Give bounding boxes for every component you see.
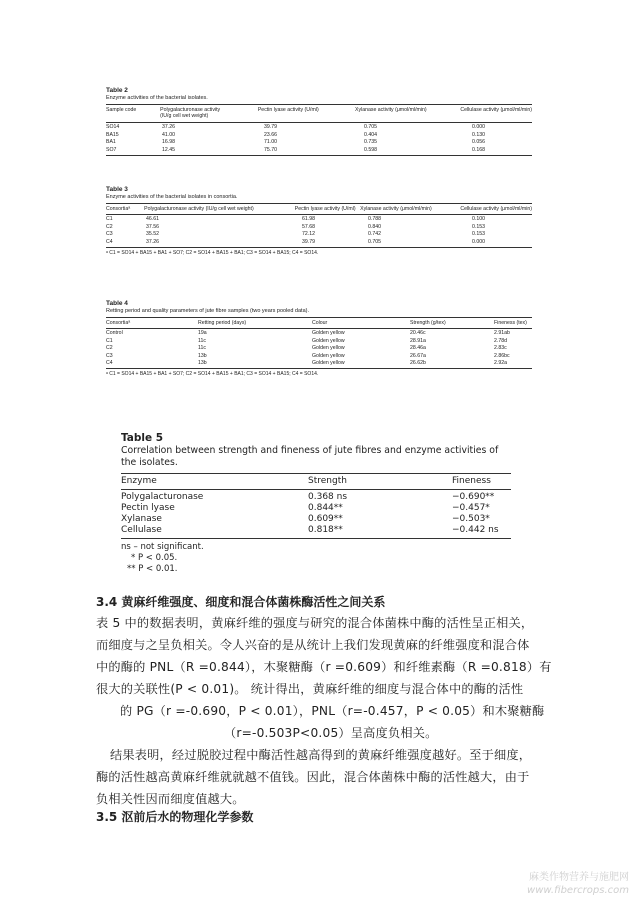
table-3-title: Table 3 <box>106 186 128 193</box>
table-cell: 28.91a <box>410 337 426 344</box>
table-cell: 0.130 <box>472 131 485 138</box>
table-cell: 0.100 <box>472 216 485 223</box>
table-4 <box>106 300 532 378</box>
table-rule <box>106 104 532 105</box>
table-3 <box>106 186 532 257</box>
table-2 <box>106 87 532 156</box>
table-cell: C4 <box>106 359 113 366</box>
column-header: Fineness (tex) <box>494 320 527 326</box>
table-cell: 37.56 <box>146 223 159 230</box>
table-cell: Golden yellow <box>312 352 345 359</box>
table-5-note-p05: * P < 0.05. <box>131 553 178 563</box>
table-cell: −0.690** <box>452 492 495 502</box>
watermark-line1: 麻类作物营养与施肥网 <box>529 872 629 883</box>
table-cell: 37.26 <box>146 238 159 245</box>
table-cell: C2 <box>106 345 113 352</box>
table-cell: 72.12 <box>302 231 315 238</box>
table-cell: 2.83c <box>494 345 507 352</box>
table-cell: 0.742 <box>368 231 381 238</box>
table-cell: 46.61 <box>146 216 159 223</box>
column-header: Enzyme <box>121 476 157 486</box>
table-cell: 0.000 <box>472 124 485 131</box>
table-cell: 11c <box>198 337 206 344</box>
paragraph-line: 表 5 中的数据表明，黄麻纤维的强度与研究的混合体菌株中酶的活性呈正相关， <box>96 616 534 630</box>
table-cell: BA1 <box>106 139 116 146</box>
table-rule <box>106 328 532 329</box>
table-cell: 23.66 <box>264 131 277 138</box>
column-header: Polygalacturonase activity (IU/g cell wet weight) <box>160 107 221 120</box>
table-rule <box>106 317 532 318</box>
table-4-footnote: ᵃ C1 = SO14 + BA15 + BA1 + SO7; C2 = SO14 + BA15 + BA1; C3 = SO14 + BA15; C4 = SO14. <box>106 371 319 378</box>
column-header: Pectin lyase activity (U/ml) <box>294 206 356 212</box>
table-cell: 0.844** <box>308 503 343 513</box>
table-rule <box>106 368 532 369</box>
table-cell: 12.45 <box>162 146 175 153</box>
table-cell: 26.67a <box>410 352 426 359</box>
table-cell: Golden yellow <box>312 337 345 344</box>
table-2-caption: Enzyme activities of the bacterial isolates. <box>106 95 208 101</box>
section-3-5-heading: 3.5 沤前后水的物理化学参数 <box>96 810 254 824</box>
table-header-row <box>106 107 532 119</box>
table-cell: 0.168 <box>472 146 485 153</box>
paragraph-line: 而细度与之呈负相关。令人兴奋的是从统计上我们发现黄麻的纤维强度和混合体 <box>96 638 530 652</box>
table-cell: 0.840 <box>368 223 381 230</box>
paragraph-line: 很大的关联性(P < 0.01)。 统计得出，黄麻纤维的细度与混合体中的酶的活性 <box>96 682 524 696</box>
column-header: Pectin lyase activity (U/ml) <box>257 107 319 113</box>
column-header: Consortiaᵃ <box>106 320 131 326</box>
watermark <box>527 871 629 897</box>
table-row <box>106 216 532 223</box>
table-cell: 28.46a <box>410 345 426 352</box>
table-row <box>106 353 532 360</box>
table-3-body <box>106 216 532 246</box>
table-row <box>121 514 511 525</box>
table-cell: 75.70 <box>264 146 277 153</box>
table-4-body <box>106 330 532 367</box>
table-row <box>106 231 532 238</box>
table-cell: C1 <box>106 216 113 223</box>
table-cell: Xylanase <box>121 514 162 524</box>
table-cell: BA15 <box>106 131 119 138</box>
column-header: Sample code <box>106 107 137 113</box>
table-cell: 0.735 <box>364 139 377 146</box>
table-5-caption-line2: the isolates. <box>121 457 178 468</box>
table-cell: 11c <box>198 345 206 352</box>
table-cell: 13b <box>198 359 207 366</box>
table-cell: 39.79 <box>264 124 277 131</box>
table-row <box>106 224 532 231</box>
paragraph-line: 中的酶的 PNL（R =0.844），木聚糖酶（r =0.609）和纤维素酶（R =0.818）有 <box>96 660 552 674</box>
table-cell: 71.00 <box>264 139 277 146</box>
column-header: Retting period (days) <box>198 320 247 326</box>
table-cell: 19a <box>198 330 207 337</box>
table-cell: 0.705 <box>364 124 377 131</box>
table-cell: −0.442 ns <box>452 525 499 535</box>
column-header: Consortiaᵃ <box>106 206 131 212</box>
table-4-caption: Retting period and quality parameters of jute fibre samples (two years pooled data). <box>106 308 309 314</box>
table-5-note-ns: ns – not significant. <box>121 542 204 552</box>
table-cell: Golden yellow <box>312 359 345 366</box>
column-header: Cellulase activity (μmol/ml/min) <box>460 107 532 113</box>
table-cell: 61.98 <box>302 216 315 223</box>
table-row <box>106 345 532 352</box>
table-rule <box>121 473 511 474</box>
table-3-footnote: ᵃ C1 = SO14 + BA15 + BA1 + SO7; C2 = SO14 + BA15 + BA1; C3 = SO14 + BA15; C4 = SO14. <box>106 249 319 256</box>
table-cell: 0.368 ns <box>308 492 348 502</box>
column-header: Xylanase activity (μmol/ml/min) <box>355 107 427 113</box>
table-5-title: Table 5 <box>121 432 164 444</box>
table-cell: 26.62b <box>410 359 426 366</box>
paragraph-line: （r=-0.503P<0.05）呈高度负相关。 <box>224 726 438 740</box>
table-cell: 13b <box>198 352 207 359</box>
table-5-header <box>121 476 511 487</box>
table-cell: 2.91ab <box>494 330 510 337</box>
table-row <box>121 492 511 503</box>
table-cell: SO7 <box>106 146 117 153</box>
table-cell: 0.153 <box>472 223 485 230</box>
watermark-line2: www.fibercrops.com <box>527 885 629 896</box>
table-rule <box>106 203 532 204</box>
table-row <box>106 147 532 154</box>
table-4-title: Table 4 <box>106 300 128 307</box>
table-row <box>121 525 511 536</box>
table-5-body <box>121 492 511 536</box>
table-cell: 2.78d <box>494 337 507 344</box>
table-cell: 2.92a <box>494 359 507 366</box>
table-2-body <box>106 124 532 154</box>
table-cell: Golden yellow <box>312 345 345 352</box>
table-row <box>106 360 532 367</box>
table-header-row <box>106 206 532 213</box>
table-row <box>106 139 532 146</box>
table-row <box>106 132 532 139</box>
table-header-row <box>121 476 511 487</box>
table-rule <box>106 214 532 215</box>
table-cell: 39.79 <box>302 238 315 245</box>
table-cell: Polygalacturonase <box>121 492 204 502</box>
table-row <box>106 330 532 337</box>
table-4-grid <box>106 320 532 327</box>
section-3-4-heading: 3.4 黄麻纤维强度、细度和混合体菌株酶活性之间关系 <box>96 595 386 609</box>
column-header: Strength (g/tex) <box>410 320 446 326</box>
table-cell: 0.404 <box>364 131 377 138</box>
table-3-caption: Enzyme activities of the bacterial isolates in consortia. <box>106 194 238 200</box>
column-header: Strength <box>308 476 347 486</box>
table-header-row <box>106 320 532 327</box>
column-header: Colour <box>312 320 328 326</box>
table-cell: 2.86bc <box>494 352 510 359</box>
column-header: Fineness <box>452 476 491 486</box>
table-cell: Cellulase <box>121 525 162 535</box>
table-cell: C1 <box>106 337 113 344</box>
table-cell: C4 <box>106 238 113 245</box>
column-header: Xylanase activity (μmol/ml/min) <box>360 206 432 212</box>
table-2-grid <box>106 107 532 119</box>
table-rule <box>121 489 511 490</box>
table-5-caption-line1: Correlation between strength and fineness of jute fibres and enzyme activities of <box>121 445 499 456</box>
table-cell: Control <box>106 330 123 337</box>
paragraph-line: 负相关性因而细度值越大。 <box>96 792 245 806</box>
table-cell: SO14 <box>106 124 120 131</box>
table-cell: 0.000 <box>472 238 485 245</box>
table-cell: 20.46c <box>410 330 426 337</box>
table-rule <box>106 155 532 156</box>
table-cell: C2 <box>106 223 113 230</box>
table-rule <box>106 122 532 123</box>
table-cell: 16.98 <box>162 139 175 146</box>
table-rule <box>106 247 532 248</box>
table-cell: −0.503* <box>452 514 490 524</box>
section-3-4 <box>96 592 566 810</box>
table-cell: 0.598 <box>364 146 377 153</box>
table-cell: 0.788 <box>368 216 381 223</box>
table-cell: 41.00 <box>162 131 175 138</box>
paragraph-line: 结果表明，经过脱胶过程中酶活性越高得到的黄麻纤维强度越好。至于细度， <box>110 748 532 762</box>
table-rule <box>121 538 511 539</box>
table-cell: C3 <box>106 352 113 359</box>
column-header: Polygalacturonase activity (IU/g cell wet weight) <box>144 206 254 212</box>
table-row <box>106 338 532 345</box>
column-header: Cellulase activity (μmol/ml/min) <box>460 206 532 212</box>
table-cell: 0.153 <box>472 231 485 238</box>
table-cell: 0.609** <box>308 514 343 524</box>
table-cell: 37.26 <box>162 124 175 131</box>
table-row <box>121 503 511 514</box>
table-5 <box>121 432 511 575</box>
table-cell: 0.705 <box>368 238 381 245</box>
table-cell: C3 <box>106 231 113 238</box>
table-2-title: Table 2 <box>106 87 128 94</box>
table-cell: Golden yellow <box>312 330 345 337</box>
table-cell: Pectin lyase <box>121 503 175 513</box>
table-cell: 57.68 <box>302 223 315 230</box>
table-cell: 0.818** <box>308 525 343 535</box>
paragraph-line: 的 PG（r =-0.690，P < 0.01），PNL（r=-0.457，P < 0.05）和木聚糖酶 <box>120 704 545 718</box>
table-cell: −0.457* <box>452 503 490 513</box>
table-cell: 0.056 <box>472 139 485 146</box>
paragraph-line: 酶的活性越高黄麻纤维就就越不值钱。因此，混合体菌株中酶的活性越大，由于 <box>96 770 530 784</box>
table-row <box>106 239 532 246</box>
table-cell: 35.52 <box>146 231 159 238</box>
section-3-5 <box>96 808 566 825</box>
table-row <box>106 124 532 131</box>
table-5-note-p01: ** P < 0.01. <box>127 564 178 574</box>
table-3-grid <box>106 206 532 213</box>
